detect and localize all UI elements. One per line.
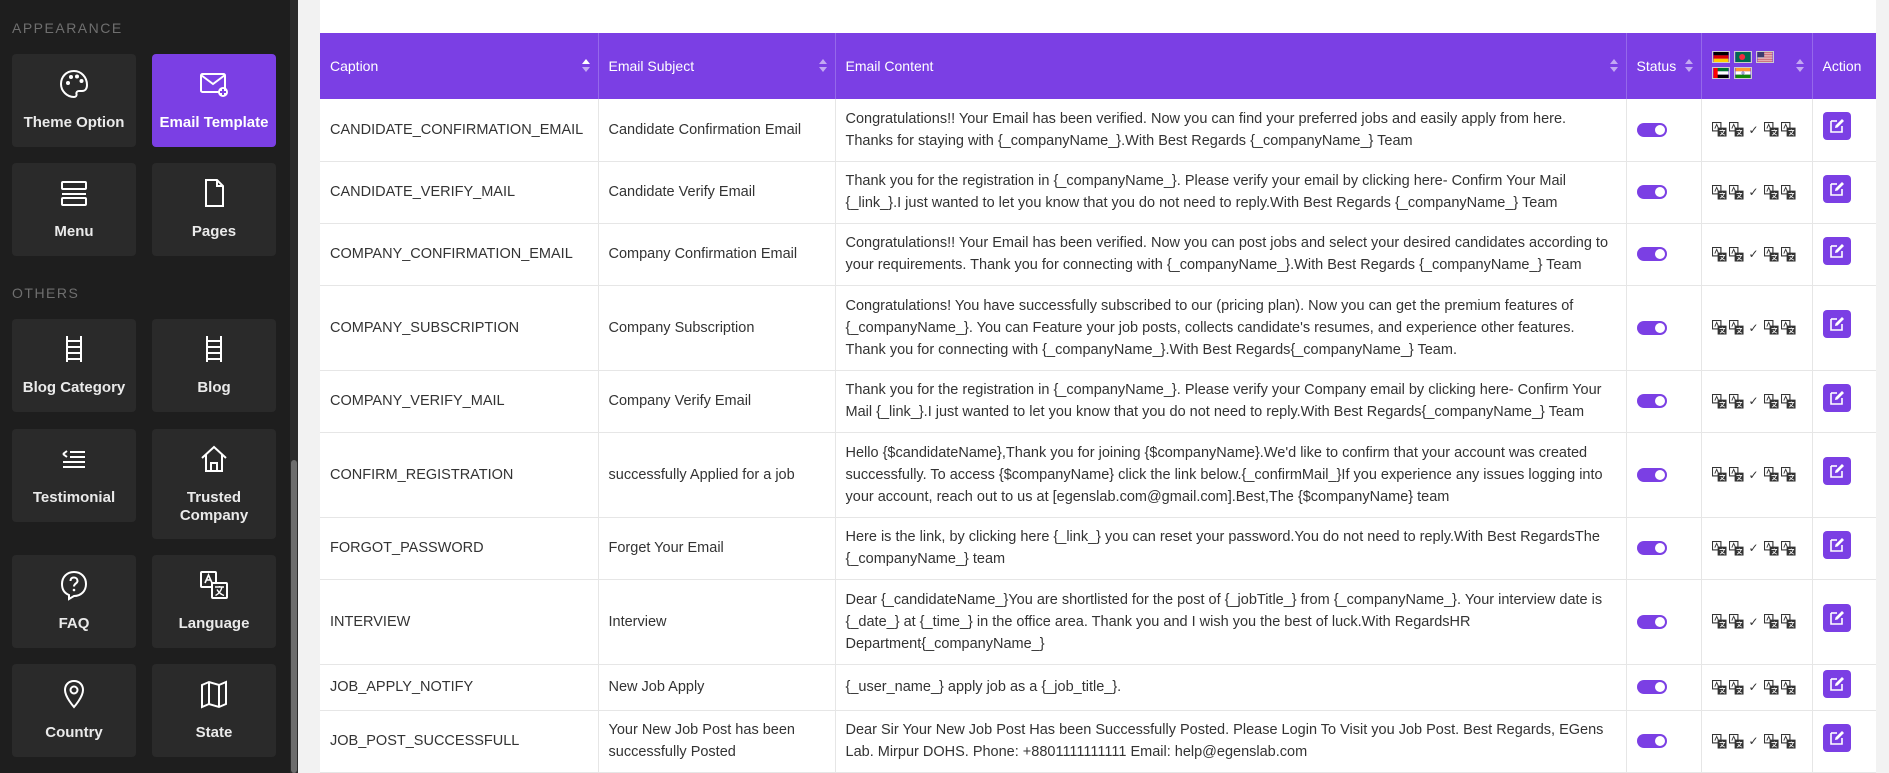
sort-arrows-icon[interactable] xyxy=(1796,57,1804,75)
status-toggle[interactable] xyxy=(1637,394,1667,408)
flag-us-icon xyxy=(1756,51,1774,63)
cell-caption xyxy=(320,579,598,664)
cell-action xyxy=(1812,161,1876,223)
translation-icons xyxy=(1712,611,1802,633)
cell-translations xyxy=(1701,285,1812,370)
translate-icon[interactable] xyxy=(1712,541,1727,556)
language-flags xyxy=(1712,51,1802,81)
subject-text: Forget Your Email xyxy=(608,540,724,556)
translate-icon[interactable] xyxy=(1781,122,1796,137)
toggle-knob xyxy=(1655,736,1665,746)
cell-translations xyxy=(1701,432,1812,517)
edit-icon xyxy=(1829,118,1845,134)
cell-status xyxy=(1626,579,1701,664)
table-row xyxy=(320,579,1876,664)
edit-button[interactable] xyxy=(1823,237,1851,265)
sidebar-tile-menu[interactable] xyxy=(12,163,136,256)
cell-translations xyxy=(1701,664,1812,710)
translation-icons xyxy=(1712,243,1802,265)
palette-icon xyxy=(58,68,90,100)
translate-icon[interactable] xyxy=(1729,734,1744,749)
translate-icon[interactable] xyxy=(1764,680,1779,695)
translate-icon[interactable] xyxy=(1781,680,1796,695)
page-icon xyxy=(198,177,230,209)
cell-subject xyxy=(598,99,835,161)
edit-button[interactable] xyxy=(1823,670,1851,698)
translate-icon[interactable] xyxy=(1729,541,1744,556)
cell-subject xyxy=(598,710,835,772)
flag-ae-icon xyxy=(1712,67,1730,79)
column-header-action xyxy=(1812,33,1876,99)
toggle-knob xyxy=(1655,249,1665,259)
toggle-knob xyxy=(1655,470,1665,480)
header-label: Email Subject xyxy=(608,58,695,74)
sort-arrows-icon[interactable] xyxy=(819,57,827,75)
table-row xyxy=(320,432,1876,517)
column-header-caption[interactable] xyxy=(320,33,598,99)
tile-label: Testimonial xyxy=(32,489,116,506)
sidebar-tile-state[interactable] xyxy=(152,664,276,757)
table-row xyxy=(320,99,1876,161)
translate-icon[interactable] xyxy=(1712,394,1727,409)
translate-icon[interactable] xyxy=(1712,680,1727,695)
translate-icon[interactable] xyxy=(1729,122,1744,137)
edit-button[interactable] xyxy=(1823,310,1851,338)
edit-icon xyxy=(1829,243,1845,259)
cell-status xyxy=(1626,517,1701,579)
email-template-table xyxy=(320,33,1876,773)
edit-icon xyxy=(1829,610,1845,626)
sort-arrows-icon[interactable] xyxy=(1685,57,1693,75)
cell-action xyxy=(1812,223,1876,285)
cell-translations xyxy=(1701,579,1812,664)
table-header-row xyxy=(320,33,1876,99)
edit-button[interactable] xyxy=(1823,724,1851,752)
content-text: Here is the link, by clicking here {_link_} you can reset your password.You do not need to reply.With Best RegardsThe {_companyName_} team xyxy=(845,529,1600,567)
caption-text: COMPANY_CONFIRMATION_EMAIL xyxy=(330,246,573,262)
edit-icon xyxy=(1829,730,1845,746)
translate-icon[interactable] xyxy=(1764,185,1779,200)
check-icon: ✓ xyxy=(1748,185,1759,199)
check-icon: ✓ xyxy=(1748,320,1759,335)
translation-icons xyxy=(1712,464,1802,486)
edit-icon xyxy=(1829,316,1845,332)
cell-caption xyxy=(320,370,598,432)
translation-icons xyxy=(1712,730,1802,752)
tile-label: State xyxy=(195,724,233,741)
sidebar-tile-theme-option[interactable] xyxy=(12,54,136,147)
edit-button[interactable] xyxy=(1823,175,1851,203)
edit-button[interactable] xyxy=(1823,604,1851,632)
translate-icon[interactable] xyxy=(1764,320,1779,335)
toggle-knob xyxy=(1655,187,1665,197)
translate-icon[interactable] xyxy=(1712,734,1727,749)
cell-content xyxy=(835,432,1626,517)
content-text: Congratulations!! Your Email has been verified. Now you can find your preferred jobs and easily apply from here. Thanks for staying with {_companyName_}.With Best Regards {_companyName_} Team xyxy=(845,110,1567,149)
quote-list-icon xyxy=(58,443,90,475)
cell-status xyxy=(1626,99,1701,161)
caption-text: FORGOT_PASSWORD xyxy=(330,540,484,556)
sidebar-tile-testimonial[interactable] xyxy=(12,429,136,522)
table-row xyxy=(320,223,1876,285)
map-icon xyxy=(198,678,230,710)
cell-content xyxy=(835,285,1626,370)
check-icon: ✓ xyxy=(1748,541,1759,555)
translate-icon[interactable] xyxy=(1764,734,1779,749)
cell-action xyxy=(1812,432,1876,517)
translate-icon[interactable] xyxy=(1781,185,1796,200)
translate-icon[interactable] xyxy=(1712,320,1727,335)
table-row xyxy=(320,161,1876,223)
check-icon: ✓ xyxy=(1748,394,1759,408)
cell-caption xyxy=(320,99,598,161)
toggle-knob xyxy=(1655,125,1665,135)
caption-text: JOB_APPLY_NOTIFY xyxy=(330,679,474,695)
table-row xyxy=(320,370,1876,432)
translate-icon[interactable] xyxy=(1712,185,1727,200)
home-icon xyxy=(198,443,230,475)
cell-translations xyxy=(1701,517,1812,579)
translate-icon[interactable] xyxy=(1781,247,1796,262)
tile-label: Blog Category xyxy=(22,379,126,396)
translate-icon[interactable] xyxy=(1764,614,1779,629)
translation-icons xyxy=(1712,119,1802,141)
email-template-icon xyxy=(198,68,230,100)
cell-subject xyxy=(598,664,835,710)
section-label-appearance: APPEARANCE xyxy=(12,20,123,36)
cell-action xyxy=(1812,664,1876,710)
cell-translations xyxy=(1701,223,1812,285)
edit-button[interactable] xyxy=(1823,531,1851,559)
cell-action xyxy=(1812,579,1876,664)
content-text: {_user_name_} apply job as a {_job_title_}. xyxy=(845,679,1122,695)
cell-translations xyxy=(1701,710,1812,772)
translate-icon[interactable] xyxy=(1712,614,1727,629)
status-toggle[interactable] xyxy=(1637,541,1667,555)
translate-icon[interactable] xyxy=(1729,394,1744,409)
translate-icon[interactable] xyxy=(1729,185,1744,200)
cell-subject xyxy=(598,285,835,370)
cell-caption xyxy=(320,161,598,223)
translate-icon[interactable] xyxy=(1729,247,1744,262)
translation-icons xyxy=(1712,181,1802,203)
cell-subject xyxy=(598,370,835,432)
ladder-icon xyxy=(58,333,90,365)
translate-icon[interactable] xyxy=(1729,680,1744,695)
tile-label: Pages xyxy=(191,223,237,240)
cell-translations xyxy=(1701,99,1812,161)
sidebar-tile-faq[interactable] xyxy=(12,555,136,648)
section-label-others: OTHERS xyxy=(12,285,80,301)
check-icon: ✓ xyxy=(1748,680,1759,694)
cell-status xyxy=(1626,432,1701,517)
translate-icon[interactable] xyxy=(1781,467,1796,482)
sidebar-tile-pages[interactable] xyxy=(152,163,276,256)
subject-text: Company Subscription xyxy=(608,319,755,336)
tile-label: Email Template xyxy=(159,114,269,131)
edit-button[interactable] xyxy=(1823,457,1851,485)
ladder-icon xyxy=(198,333,230,365)
cell-content xyxy=(835,579,1626,664)
translation-icons xyxy=(1712,676,1802,698)
translate-icon[interactable] xyxy=(1781,734,1796,749)
toggle-knob xyxy=(1655,543,1665,553)
edit-icon xyxy=(1829,463,1845,479)
flag-de-icon xyxy=(1712,51,1730,63)
cell-caption xyxy=(320,432,598,517)
status-toggle[interactable] xyxy=(1637,615,1667,629)
cell-translations xyxy=(1701,161,1812,223)
translate-icon[interactable] xyxy=(1781,614,1796,629)
header-label: Action xyxy=(1822,58,1862,74)
caption-text: CANDIDATE_VERIFY_MAIL xyxy=(330,184,516,200)
sidebar-tile-language[interactable] xyxy=(152,555,276,648)
status-toggle[interactable] xyxy=(1637,123,1667,137)
cell-action xyxy=(1812,517,1876,579)
status-toggle[interactable] xyxy=(1637,734,1667,748)
cell-caption xyxy=(320,664,598,710)
subject-text: Company Verify Email xyxy=(608,393,752,409)
cell-subject xyxy=(598,161,835,223)
translate-icon[interactable] xyxy=(1712,467,1727,482)
caption-text: COMPANY_SUBSCRIPTION xyxy=(330,319,520,336)
menu-icon xyxy=(58,177,90,209)
translation-icons xyxy=(1712,537,1802,559)
translate-icon[interactable] xyxy=(1764,122,1779,137)
cell-subject xyxy=(598,517,835,579)
edit-icon xyxy=(1829,676,1845,692)
subject-text: Company Confirmation Email xyxy=(608,246,798,262)
translate-icon[interactable] xyxy=(1712,247,1727,262)
subject-text: Candidate Confirmation Email xyxy=(608,121,802,138)
sidebar-tile-blog[interactable] xyxy=(152,319,276,412)
content-text: Thank you for the registration in {_companyName_}. Please verify your email by clicking here- Confirm Your Mail {_link_}.I just wanted to let you know that you do not need to reply.With Best Regards {_companyName_} Team xyxy=(845,173,1567,211)
status-toggle[interactable] xyxy=(1637,321,1667,335)
cell-content xyxy=(835,370,1626,432)
table-row xyxy=(320,710,1876,772)
content-text: Dear Sir Your New Job Post Has been Successfully Posted. Please Login To Visit you Job Post. Best Regards, EGens Lab. Mirpur DOHS. Phone: +8801111111111 Email: help@egenslab.com xyxy=(845,722,1604,760)
flag-in-icon xyxy=(1734,67,1752,79)
column-header-languages[interactable] xyxy=(1701,33,1812,99)
toggle-knob xyxy=(1655,323,1665,333)
translate-icon[interactable] xyxy=(1781,320,1796,335)
status-toggle[interactable] xyxy=(1637,247,1667,261)
question-icon xyxy=(58,569,90,601)
cell-subject xyxy=(598,432,835,517)
caption-text: COMPANY_VERIFY_MAIL xyxy=(330,393,505,409)
cell-status xyxy=(1626,161,1701,223)
sort-arrows-icon[interactable] xyxy=(1610,57,1618,75)
content-text: Congratulations!! Your Email has been verified. Now you can post jobs and select your desired candidates according to your requirements. Thank you for connecting with {_companyName_}.With Best Regards {_companyName_} Team xyxy=(845,235,1609,273)
check-icon: ✓ xyxy=(1748,467,1759,482)
cell-content xyxy=(835,223,1626,285)
translation-icons xyxy=(1712,390,1802,412)
flag-bd-icon xyxy=(1734,51,1752,63)
sidebar-tile-trusted-company[interactable] xyxy=(152,429,276,539)
check-icon: ✓ xyxy=(1748,734,1759,748)
cell-subject xyxy=(598,223,835,285)
toggle-knob xyxy=(1655,617,1665,627)
check-icon: ✓ xyxy=(1748,614,1759,629)
translate-icon[interactable] xyxy=(1764,467,1779,482)
translation-icons xyxy=(1712,317,1802,339)
translate-icon[interactable] xyxy=(1764,541,1779,556)
location-pin-icon xyxy=(58,678,90,710)
cell-content xyxy=(835,99,1626,161)
status-toggle[interactable] xyxy=(1637,468,1667,482)
toggle-knob xyxy=(1655,682,1665,692)
check-icon: ✓ xyxy=(1748,122,1759,137)
cell-status xyxy=(1626,664,1701,710)
cell-action xyxy=(1812,710,1876,772)
translate-icon[interactable] xyxy=(1712,122,1727,137)
sidebar-scrollbar[interactable] xyxy=(290,0,298,773)
cell-subject xyxy=(598,579,835,664)
subject-text: successfully Applied for a job xyxy=(608,466,795,483)
table-row xyxy=(320,285,1876,370)
tile-label: Menu xyxy=(54,223,94,240)
tile-label: FAQ xyxy=(58,615,90,632)
translate-icon xyxy=(198,569,230,601)
toggle-knob xyxy=(1655,396,1665,406)
status-toggle[interactable] xyxy=(1637,185,1667,199)
subject-text: Interview xyxy=(608,613,667,630)
translate-icon[interactable] xyxy=(1781,541,1796,556)
subject-text: Candidate Verify Email xyxy=(608,184,756,200)
cell-content xyxy=(835,161,1626,223)
sidebar-tile-country[interactable] xyxy=(12,664,136,757)
tile-label: Trusted Company xyxy=(179,489,249,524)
subject-text: New Job Apply xyxy=(608,679,705,695)
cell-caption xyxy=(320,285,598,370)
edit-button[interactable] xyxy=(1823,112,1851,140)
edit-icon xyxy=(1829,390,1845,406)
translate-icon[interactable] xyxy=(1764,247,1779,262)
cell-content xyxy=(835,664,1626,710)
caption-text: CANDIDATE_CONFIRMATION_EMAIL xyxy=(330,121,584,138)
column-header-subject[interactable] xyxy=(598,33,835,99)
header-label: Caption xyxy=(330,58,379,74)
edit-icon xyxy=(1829,537,1845,553)
main-content xyxy=(298,0,1889,773)
cell-content xyxy=(835,517,1626,579)
column-header-content[interactable] xyxy=(835,33,1626,99)
cell-status xyxy=(1626,223,1701,285)
header-label: Email Content xyxy=(845,58,934,74)
cell-status xyxy=(1626,710,1701,772)
content-text: Congratulations! You have successfully subscribed to our (pricing plan). Now you can get the premium features of {_companyName_}. You can Feature your job posts, collects candidate's resumes, and experience other features. Thank you for connecting with {_companyName_}.With Best Regards{_companyName_} Team. xyxy=(845,297,1575,358)
cell-translations xyxy=(1701,370,1812,432)
header-label: Status xyxy=(1636,58,1677,74)
translate-icon[interactable] xyxy=(1729,614,1744,629)
subject-text: Your New Job Post has been successfully Posted xyxy=(608,722,795,760)
email-template-panel xyxy=(320,0,1876,773)
edit-button[interactable] xyxy=(1823,384,1851,412)
caption-text: JOB_POST_SUCCESSFULL xyxy=(330,733,520,749)
tile-label: Language xyxy=(178,615,250,632)
translate-icon[interactable] xyxy=(1729,467,1744,482)
content-text: Hello {$candidateName},Thank you for joining {$companyName}.We'd like to confirm that your account was created successfully. To access {$companyName} click the link below.{_confirmMail_}If you experience any issues logging into your account, reach out to us at [egenslab.com@gmail.com].Best,The {$companyName} team xyxy=(845,444,1603,505)
sidebar xyxy=(0,0,290,773)
cell-action xyxy=(1812,370,1876,432)
translate-icon[interactable] xyxy=(1764,394,1779,409)
content-text: Dear {_candidateName_}You are shortlisted for the post of {_jobTitle_} from {_companyName_}. Your interview date is {_date_} at {_time_} in the office area. Thank you and I wish you the best of luck.With RegardsHR Department{_companyName_} xyxy=(845,591,1603,652)
status-toggle[interactable] xyxy=(1637,680,1667,694)
table-row xyxy=(320,517,1876,579)
sidebar-tile-email-template[interactable] xyxy=(152,54,276,147)
edit-icon xyxy=(1829,181,1845,197)
cell-caption xyxy=(320,710,598,772)
sidebar-scrollbar-thumb[interactable] xyxy=(291,460,297,773)
cell-caption xyxy=(320,517,598,579)
table-body xyxy=(320,99,1876,772)
content-text: Thank you for the registration in {_companyName_}. Please verify your Company email by clicking here- Confirm Your Mail {_link_}.I just wanted to let you know that you do not need to reply.With Best Regards{_companyName_} Team xyxy=(845,382,1602,420)
tile-label: Theme Option xyxy=(23,114,125,131)
cell-action xyxy=(1812,99,1876,161)
cell-status xyxy=(1626,370,1701,432)
column-header-status[interactable] xyxy=(1626,33,1701,99)
check-icon: ✓ xyxy=(1748,247,1759,261)
translate-icon[interactable] xyxy=(1729,320,1744,335)
table-row xyxy=(320,664,1876,710)
cell-action xyxy=(1812,285,1876,370)
cell-status xyxy=(1626,285,1701,370)
caption-text: INTERVIEW xyxy=(330,613,411,630)
tile-label: Country xyxy=(45,724,103,741)
cell-content xyxy=(835,710,1626,772)
translate-icon[interactable] xyxy=(1781,394,1796,409)
cell-caption xyxy=(320,223,598,285)
caption-text: CONFIRM_REGISTRATION xyxy=(330,466,514,483)
sort-arrows-icon[interactable] xyxy=(582,57,590,75)
sidebar-tile-blog-category[interactable] xyxy=(12,319,136,412)
tile-label: Blog xyxy=(197,379,231,396)
